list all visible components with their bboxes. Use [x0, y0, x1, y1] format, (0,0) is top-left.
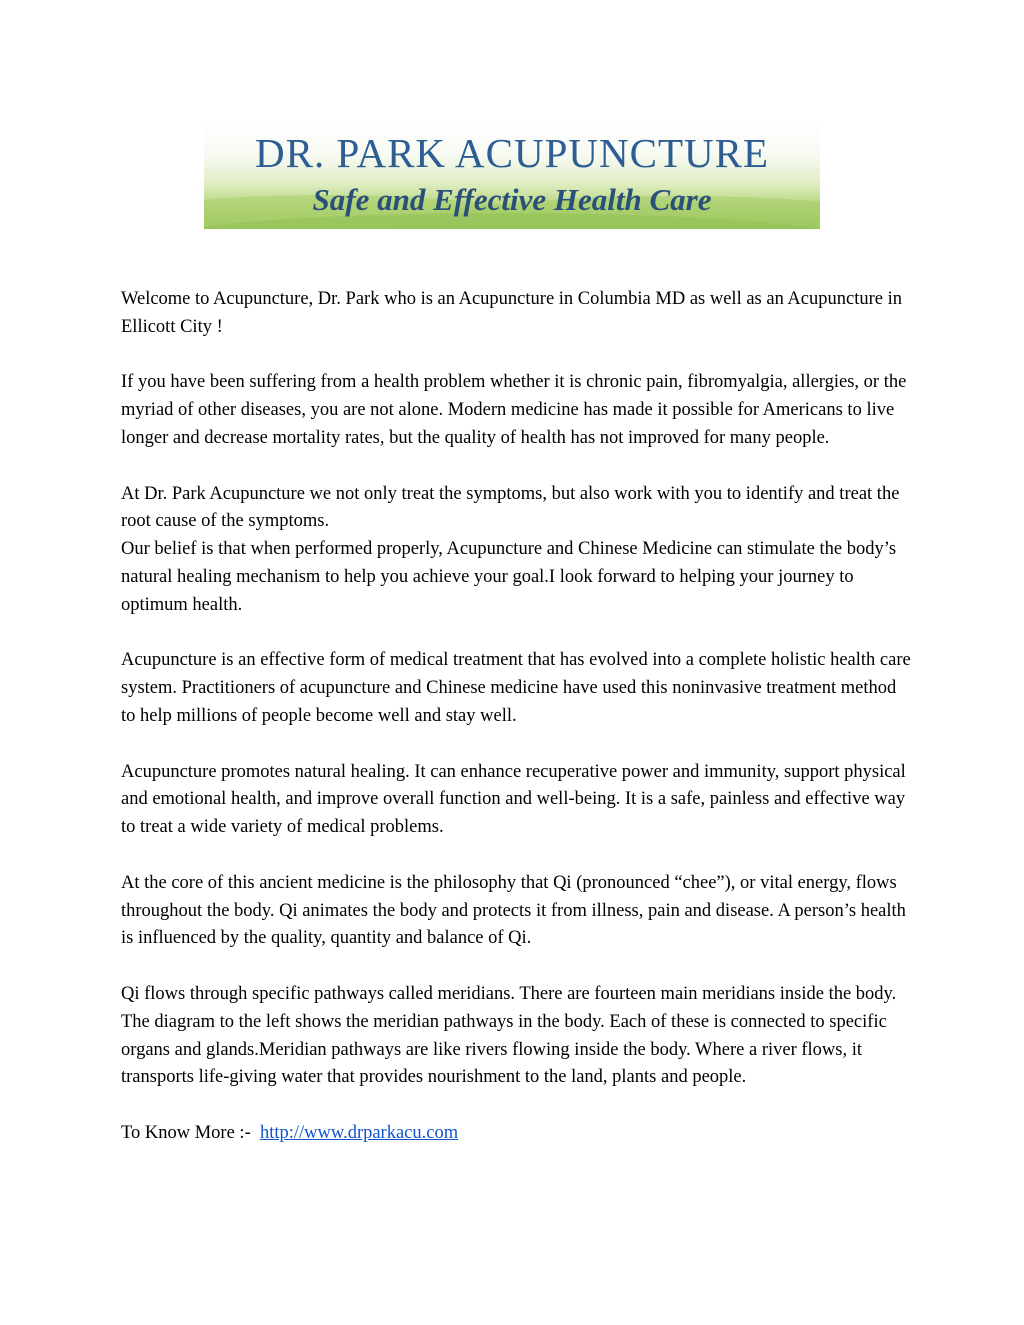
paragraph-root-cause: At Dr. Park Acupuncture we not only treat the symptoms, but also work with you to identify and treat the root cause of the symptoms.	[121, 483, 900, 532]
logo-title: DR. PARK ACUPUNCTURE	[254, 130, 770, 176]
article-body	[121, 286, 911, 1176]
website-link[interactable]: http://www.drparkacu.com	[259, 1122, 459, 1143]
paragraph-meridians: Qi flows through specific pathways called meridians. There are fourteen main meridians inside the body. The diagram to the left shows the meridian pathways in the body. Each of these is connected to specific organs and glands.Meridian pathways are like rivers flowing inside the body. Where a river flows, it transports life-giving water that provides nourishment to the land, plants and people.	[121, 983, 897, 1088]
paragraph-natural-healing: Acupuncture promotes natural healing. It can enhance recuperative power and immunity, support physical and emotional health, and improve overall function and well-being. It is a safe, painless and effective way to treat a wide variety of medical problems.	[121, 761, 906, 838]
paragraph-health-problem: If you have been suffering from a health problem whether it is chronic pain, fibromyalgia, allergies, or the myriad of other diseases, you are not alone. Modern medicine has made it possible for Americans to live longer and decrease mortality rates, but the quality of health has not improved for many people.	[121, 372, 907, 448]
logo-tagline: Safe and Effective Health Care	[312, 182, 712, 217]
paragraph-holistic: Acupuncture is an effective form of medical treatment that has evolved into a complete holistic health care system. Practitioners of acupuncture and Chinese medicine have used this noninvasive treatment method to help millions of people become well and stay well.	[121, 650, 911, 726]
know-more-line	[121, 1120, 911, 1148]
paragraph-welcome: Welcome to Acupuncture, Dr. Park who is an Acupuncture in Columbia MD as well as an Acupuncture in Ellicott City !	[121, 289, 902, 337]
paragraph-qi-philosophy: At the core of this ancient medicine is the philosophy that Qi (pronounced “chee”), or vital energy, flows throughout the body. Qi animates the body and protects it from illness, pain and disease. A person’s health is influenced by the quality, quantity and balance of Qi.	[121, 872, 906, 949]
know-more-label: To Know More :-	[121, 1122, 251, 1143]
paragraph-belief: Our belief is that when performed properly, Acupuncture and Chinese Medicine can stimulate the body’s natural healing mechanism to help you achieve your goal.I look forward to helping your journey to optimum health.	[121, 539, 897, 615]
logo-banner	[204, 123, 820, 229]
